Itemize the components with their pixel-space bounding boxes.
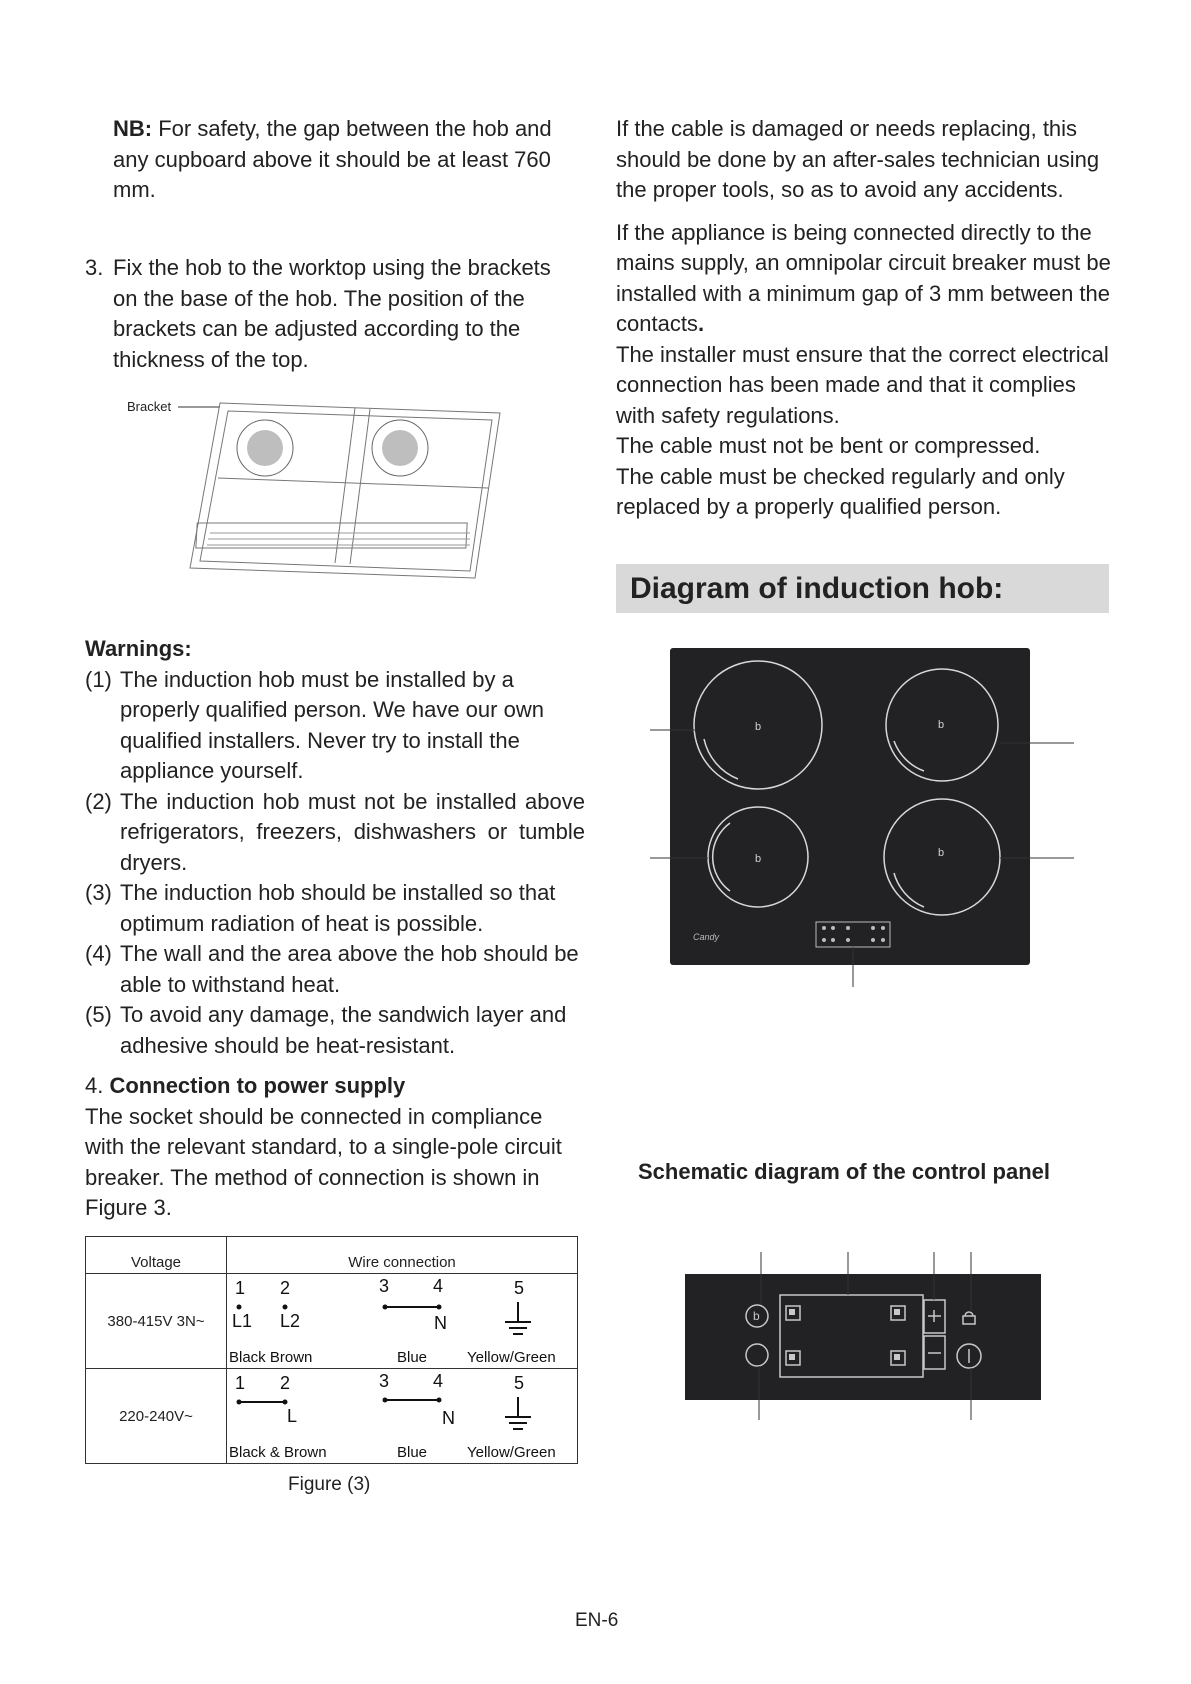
svg-text:3: 3 xyxy=(379,1276,390,1296)
step-4 xyxy=(85,1071,575,1224)
wire-connection-table xyxy=(85,1236,578,1464)
control-panel-diagram xyxy=(683,1252,1043,1422)
control-panel-title: Schematic diagram of the control panel xyxy=(638,1159,1050,1184)
right-text xyxy=(616,114,1116,523)
hob-glass xyxy=(670,648,1030,965)
nb-text: For safety, the gap between the hob and any cupboard above it should be at least 760 mm. xyxy=(113,116,552,202)
warning-text: The wall and the area above the hob should be able to withstand heat. xyxy=(120,941,579,997)
wire-header: Wire connection xyxy=(227,1237,578,1274)
control-panel-glass xyxy=(685,1274,1041,1400)
warning-item xyxy=(85,1000,585,1061)
warning-number: (4) xyxy=(85,941,112,966)
table-row xyxy=(86,1274,578,1369)
svg-text:1: 1 xyxy=(235,1278,246,1298)
svg-text:Black & Brown: Black & Brown xyxy=(229,1444,327,1461)
svg-text:Yellow/Green: Yellow/Green xyxy=(467,1444,556,1461)
svg-text:N: N xyxy=(434,1313,447,1333)
diagram-title: Diagram of induction hob: xyxy=(630,572,1004,605)
voltage-header: Voltage xyxy=(86,1237,227,1274)
step-4-title: Connection to power supply xyxy=(109,1073,406,1098)
cable-check-paragraph: The cable must be checked regularly and only replaced by a properly qualified person. xyxy=(616,463,1065,519)
warning-text: The induction hob must be installed by a properly qualified person. We have our own qualified installers. Never try to install the appliance yourself. xyxy=(120,666,544,783)
warning-number: (5) xyxy=(85,1002,112,1027)
zone-mark: b xyxy=(755,721,762,733)
svg-text:L2: L2 xyxy=(280,1311,301,1331)
zone-mark: b xyxy=(938,719,945,731)
warnings-title: Warnings: xyxy=(85,636,192,661)
hob-diagram xyxy=(648,645,1078,990)
svg-text:2: 2 xyxy=(280,1373,291,1393)
brand-logo: Candy xyxy=(693,932,720,942)
svg-text:N: N xyxy=(442,1408,455,1428)
page-number: EN-6 xyxy=(575,1610,619,1631)
warning-text: The induction hob must not be installed above refrigerators, freezers, dishwashers or tumble dryers. xyxy=(120,788,585,875)
warning-item xyxy=(85,665,585,787)
svg-text:5: 5 xyxy=(514,1373,525,1393)
nb-note xyxy=(113,114,573,206)
svg-text:4: 4 xyxy=(433,1276,444,1296)
svg-text:3: 3 xyxy=(379,1371,390,1391)
step-3-text: Fix the hob to the worktop using the brackets on the base of the hob. The position of the brackets can be adjusted according to the thickness of the top. xyxy=(113,255,551,372)
figure-caption: Figure (3) xyxy=(288,1474,371,1495)
svg-text:4: 4 xyxy=(433,1371,444,1391)
step-3-number: 3. xyxy=(85,255,104,280)
warning-item xyxy=(85,878,585,939)
warning-number: (3) xyxy=(85,880,112,905)
svg-text:5: 5 xyxy=(514,1278,525,1298)
warning-item xyxy=(85,939,585,1000)
voltage-value: 380-415V 3N~ xyxy=(107,1312,205,1330)
step-4-number: 4. xyxy=(85,1073,104,1098)
svg-text:Blue: Blue xyxy=(397,1444,428,1461)
table-row xyxy=(86,1369,578,1464)
cable-bend-paragraph: The cable must not be bent or compressed. xyxy=(616,433,1041,458)
svg-text:2: 2 xyxy=(280,1278,291,1298)
bracket-label: Bracket xyxy=(127,399,172,414)
voltage-value: 220-240V~ xyxy=(119,1407,193,1425)
warning-item xyxy=(85,787,585,879)
warning-number: (1) xyxy=(85,666,112,692)
warning-text: To avoid any damage, the sandwich layer and adhesive should be heat-resistant. xyxy=(120,1002,567,1058)
breaker-paragraph: If the appliance is being connected directly to the mains supply, an omnipolar circuit breaker must be installed with a minimum gap of 3 mm between the contacts. xyxy=(616,219,1111,336)
svg-text:L1: L1 xyxy=(232,1311,253,1331)
diagram-heading xyxy=(616,564,1109,613)
installer-paragraph: The installer must ensure that the correct electrical connection has been made and that it complies with safety regulations. xyxy=(616,341,1109,428)
svg-text:Black Brown: Black Brown xyxy=(229,1349,313,1366)
zone-mark: b xyxy=(753,1309,760,1323)
nb-label: NB: xyxy=(113,116,153,141)
warning-number: (2) xyxy=(85,788,112,814)
svg-text:Blue: Blue xyxy=(397,1349,428,1366)
svg-text:L: L xyxy=(287,1406,298,1426)
step-4-text: The socket should be connected in compliance with the relevant standard, to a single-pole circuit breaker. The method of connection is shown in Figure 3. xyxy=(85,1103,562,1220)
zone-mark: b xyxy=(938,847,945,859)
warning-text: The induction hob should be installed so that optimum radiation of heat is possible. xyxy=(120,880,556,936)
step-3 xyxy=(85,253,555,375)
warnings-section xyxy=(85,634,585,1061)
bracket-illustration xyxy=(120,393,520,593)
zone-mark: b xyxy=(755,853,762,865)
svg-text:Yellow/Green: Yellow/Green xyxy=(467,1349,556,1366)
cable-paragraph: If the cable is damaged or needs replacing, this should be done by an after-sales technician using the proper tools, so as to avoid any accidents. xyxy=(616,116,1100,202)
svg-text:1: 1 xyxy=(235,1373,246,1393)
